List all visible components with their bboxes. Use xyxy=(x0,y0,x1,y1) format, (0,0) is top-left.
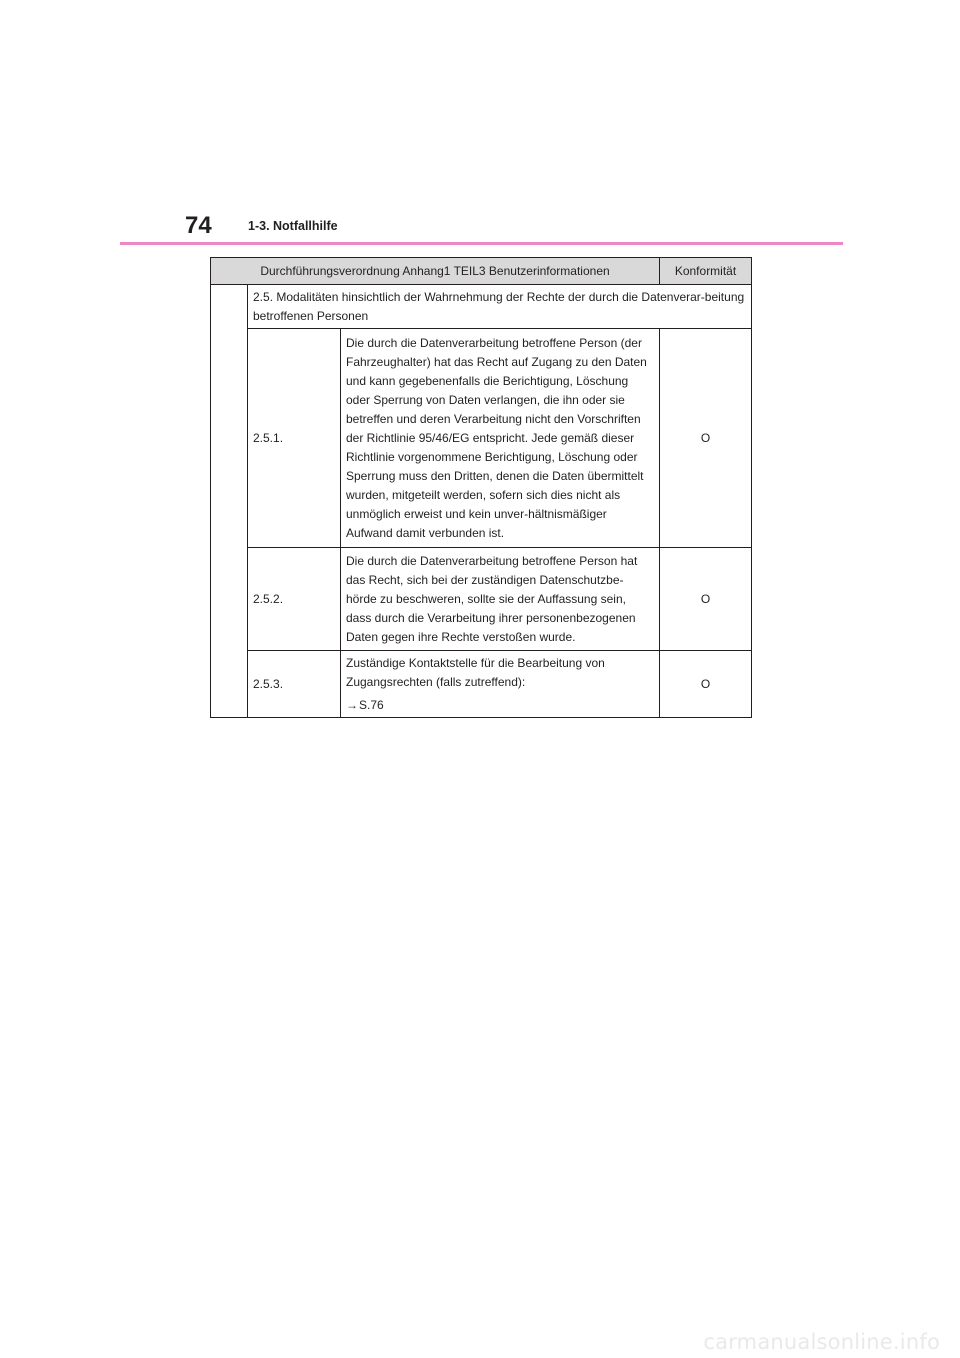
table-row xyxy=(211,548,752,651)
column-header-regulation: Durchführungsverordnung Anhang1 TEIL3 Benutzerinformationen xyxy=(211,258,660,285)
page-number: 74 xyxy=(185,212,212,239)
item-number: 2.5.1. xyxy=(248,329,341,548)
section-intro: 2.5. Modalitäten hinsichtlich der Wahrnehmung der Rechte der durch die Datenverar-beitung betroffenen Personen xyxy=(248,285,752,329)
conformity-value: O xyxy=(660,548,752,651)
conformity-value: O xyxy=(660,651,752,718)
column-header-conformity: Konformität xyxy=(660,258,752,285)
specification-table xyxy=(210,257,752,718)
table-header-row xyxy=(211,258,752,285)
table-row xyxy=(211,651,752,718)
header-rule xyxy=(120,242,843,245)
indent-column xyxy=(211,285,248,718)
section-title: 1-3. Notfallhilfe xyxy=(248,219,338,233)
table-row xyxy=(211,329,752,548)
item-text: Zuständige Kontaktstelle für die Bearbeitung von Zugangsrechten (falls zutreffend): xyxy=(346,655,605,689)
item-number: 2.5.3. xyxy=(248,651,341,718)
conformity-value: O xyxy=(660,329,752,548)
item-number: 2.5.2. xyxy=(248,548,341,651)
page-reference-label: S.76 xyxy=(359,697,384,712)
watermark-logo: carmanualsonline.info xyxy=(703,1330,940,1354)
item-text: Die durch die Datenverarbeitung betroffene Person hat das Recht, sich bei der zuständigen Datenschutzbe-hörde zu beschweren, sollte sie der Auffassung sein, dass durch die Verarbeitung ihrer personenbezogenen Daten gegen ihre Rechte verstoßen wurde. xyxy=(341,548,660,651)
arrow-right-icon: → xyxy=(346,697,358,712)
table-row-intro xyxy=(211,285,752,329)
item-text: Die durch die Datenverarbeitung betroffene Person (der Fahrzeughalter) hat das Recht auf Zugang zu den Daten und kann gegebenenfalls die Berichtigung, Löschung oder Sperrung von Daten verlangen, die ihn oder sie betreffen und deren Verarbeitung nicht den Vorschriften der Richtlinie 95/46/EG entspricht. Jede gemäß dieser Richtlinie vorgenommene Berichtigung, Löschung oder Sperrung muss den Dritten, denen die Daten übermittelt wurden, mitgeteilt werden, sofern sich dies nicht als unmöglich erweist und kein unver-hältnismäßiger Aufwand damit verbunden ist. xyxy=(341,329,660,548)
page-reference[interactable] xyxy=(346,696,654,715)
item-cell xyxy=(341,651,660,718)
